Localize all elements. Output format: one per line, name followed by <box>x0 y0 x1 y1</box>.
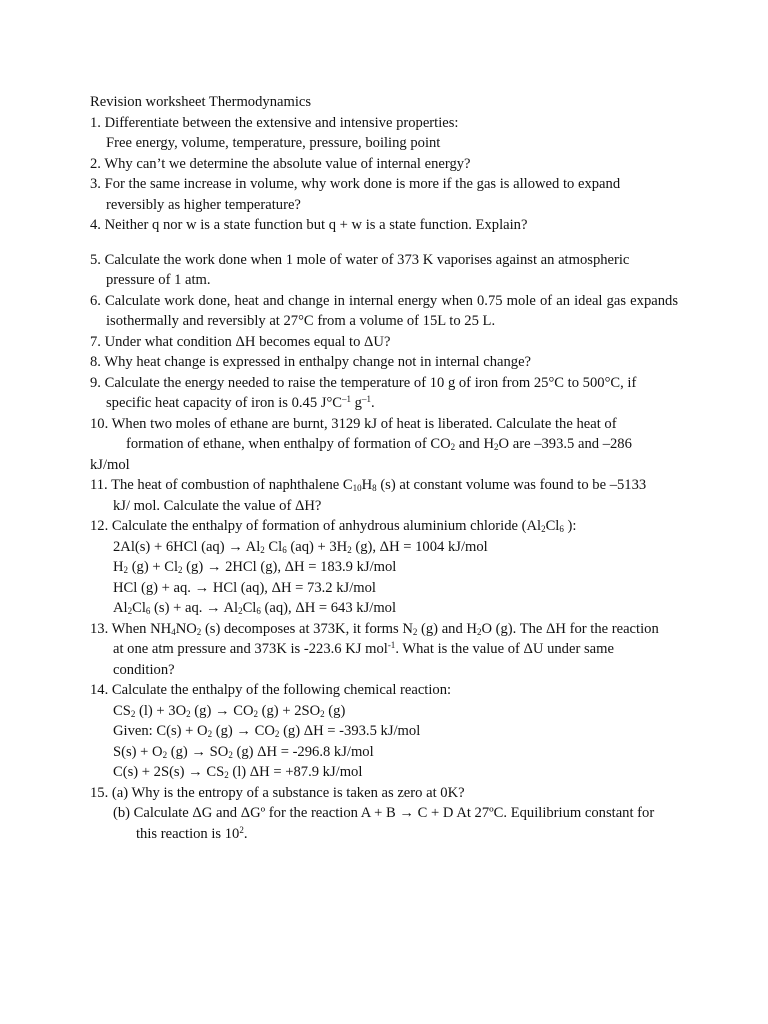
question-3: 3. For the same increase in volume, why work done is more if the gas is allowed to expand <box>90 176 621 192</box>
question-9-continued: specific heat capacity of iron is 0.45 $J^\circ C^{-1}$ $g^{-1}$. <box>106 394 375 411</box>
question-10-continued: formation of ethane, when enthalpy of formation of $CO_2$ and $H_2O$ are –393.5 and –286 <box>126 436 632 452</box>
question-4: 4. Neither q nor w is a state function but q + w is a state function. Explain? <box>90 217 528 233</box>
question-12-equation-2: $H_2$ $(g) + Cl_2$ (g) → 2HCl (g), ΔH = 183.9 kJ/mol <box>113 559 397 575</box>
question-14: 14. Calculate the enthalpy of the following chemical reaction: <box>90 682 452 698</box>
question-12: 12. Calculate the enthalpy of formation of anhydrous aluminium chloride ($Al_2Cl_6$ ): <box>90 518 577 534</box>
question-5: 5. Calculate the work done when 1 mole of water of 373 K vaporises against an atmospheric <box>90 251 630 268</box>
worksheet-body <box>90 92 678 844</box>
question-9: 9. Calculate the energy needed to raise the temperature of 10 g of iron from 25°C to 500°C, if <box>90 374 637 391</box>
question-13-continued: at one atm pressure and 373K is -223.6 KJ mol$^{-1}$. What is the value of ΔU under same <box>113 640 614 657</box>
question-15b: (b) Calculate ΔG and ΔGº for the reaction A + B → C + D At 27ºC. Equilibrium constant for <box>113 805 655 821</box>
question-5-continued: pressure of 1 atm. <box>106 272 211 288</box>
question-8: 8. Why heat change is expressed in enthalpy change not in internal change? <box>90 354 532 370</box>
question-10-unit: kJ/mol <box>90 456 130 473</box>
question-7: 7. Under what condition ΔH becomes equal to ΔU? <box>90 333 391 350</box>
question-14-given-1: Given: $C(s) + O_2$ $(g) \to CO_2$ (g) ΔH = -393.5 kJ/mol <box>113 723 421 739</box>
question-15a: 15. (a) Why is the entropy of a substance is taken as zero at 0K? <box>90 784 465 801</box>
spacer <box>90 236 678 250</box>
question-1-continued: Free energy, volume, temperature, pressure, boiling point <box>106 135 441 151</box>
question-10: 10. When two moles of ethane are burnt, 3129 kJ of heat is liberated. Calculate the heat of <box>90 415 617 432</box>
question-14-given-3: $C(s) + 2S(s) \to CS_2$ (l) ΔH = +87.9 kJ/mol <box>113 764 363 780</box>
question-12-equation-4: $Al_2Cl_6$ (s) + aq. → $Al_2Cl_6$ (aq), ΔH = 643 kJ/mol <box>113 600 397 616</box>
question-13: 13. When $NH_4NO_2$ (s) decomposes at 373K, it forms $N_2$ (g) and $H_2O$ (g). The ΔH for the reaction <box>90 620 659 637</box>
question-11: 11. The heat of combustion of naphthalene $C_{10}H_8$ (s) at constant volume was found to be –5133 <box>90 477 647 493</box>
question-6-continued: isothermally and reversibly at 27°C from a volume of 15L to 25 L. <box>106 313 496 329</box>
question-1: 1. Differentiate between the extensive and intensive properties: <box>90 114 459 131</box>
question-2: 2. Why can’t we determine the absolute value of internal energy? <box>90 155 471 172</box>
question-3-continued: reversibly as higher temperature? <box>106 196 301 213</box>
question-15b-continued: this reaction is $10^2$. <box>136 824 248 842</box>
question-13-end: condition? <box>113 661 175 678</box>
question-11-continued: kJ/ mol. Calculate the value of ΔH? <box>113 497 322 514</box>
question-6: 6. Calculate work done, heat and change in internal energy when 0.75 mole of an ideal gas expands <box>90 292 678 309</box>
question-14-given-2: $S(s) + O_2$ $(g) \to SO_2$ (g) ΔH = -296.8 kJ/mol <box>113 743 374 760</box>
question-14-reaction: $CS_2$ $(l) + 3O_2$ $(g) \to CO_2$ $(g) + 2SO_2$ (g) <box>113 702 346 719</box>
question-12-equation-3: HCl (g) + aq. → HCl (aq), ΔH = 73.2 kJ/mol <box>113 579 376 596</box>
question-12-equation-1: 2Al(s) + 6HCl $(aq) \to Al_2$ $Cl_6$ $(aq) + 3H_2$ (g), ΔH = 1004 kJ/mol <box>113 538 488 555</box>
worksheet-title: Revision worksheet Thermodynamics <box>90 94 312 110</box>
